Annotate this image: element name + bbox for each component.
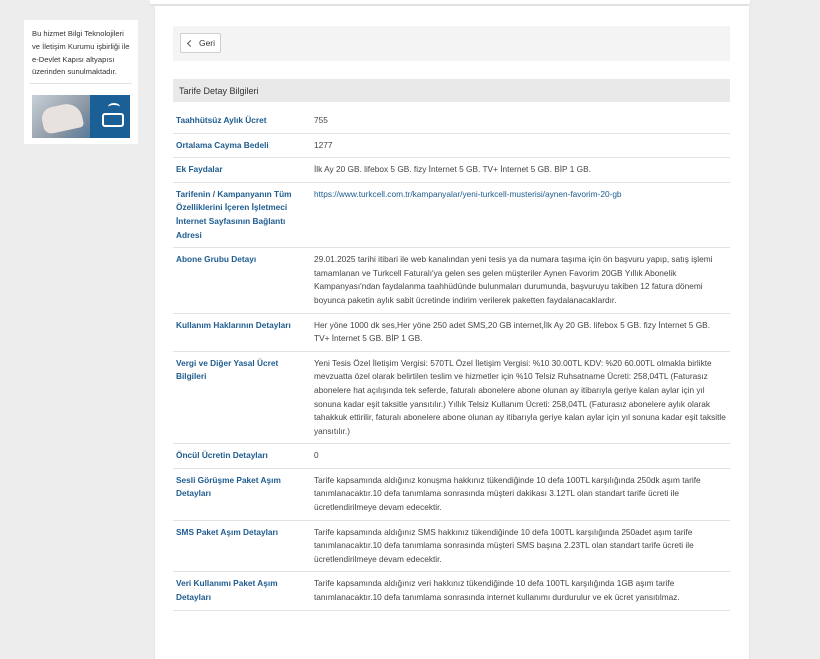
detail-label: Ortalama Cayma Bedeli [173,133,311,158]
detail-label: SMS Paket Aşım Detayları [173,520,311,572]
back-button[interactable] [180,33,221,53]
detail-value: İlk Ay 20 GB. lifebox 5 GB. fizy İnternet 5 GB. TV+ İnternet 5 GB. BİP 1 GB. [311,158,730,183]
detail-label: Abone Grubu Detayı [173,248,311,313]
chevron-left-icon [187,39,194,46]
detail-label: Veri Kullanımı Paket Aşım Detayları [173,572,311,610]
detail-row [173,444,730,469]
detail-label: Kullanım Haklarının Detayları [173,313,311,351]
sidebar [0,0,150,659]
detail-value: Tarife kapsamında aldığınız konuşma hakkınız tükendiğinde 10 defa 100TL karşılığında 250dk aşım tarife tanımlanacaktır.10 defa tanımlama sonrasında müşteri dakikası 3.12TL olan standart tarife ücreti ile ücretlendirilmeye devam edecektir. [311,468,730,520]
detail-label: Tarifenin / Kampanyanın Tüm Özelliklerini İçeren İşletmeci İnternet Sayfasının Bağlantı Adresi [173,182,311,247]
detail-value: 0 [311,444,730,469]
detail-value: 1277 [311,133,730,158]
detail-value: Her yöne 1000 dk ses,Her yöne 250 adet SMS,20 GB internet,İlk Ay 20 GB. lifebox 5 GB. fizy İnternet 5 GB. TV+ İnternet 5 GB. BİP 1 GB. [311,313,730,351]
card-icon [102,113,124,127]
detail-row [173,182,730,247]
detail-row [173,351,730,444]
detail-label: Vergi ve Diğer Yasal Ücret Bilgileri [173,351,311,444]
detail-row [173,133,730,158]
e-devlet-banner-image[interactable] [32,95,130,138]
tariff-link[interactable]: https://www.turkcell.com.tr/kampanyalar/yeni-turkcell-musterisi/aynen-favorim-20-gb [314,188,622,199]
detail-value [311,182,730,247]
detail-value: Tarife kapsamında aldığınız veri hakkınız tükendiğinde 10 defa 100TL karşılığında 1GB aşım tarife tanımlanacaktır.10 defa tanımlama sonrasında internet kullanımı durdurulur ve ek ücret yansıtılmaz. [311,572,730,610]
detail-row [173,248,730,313]
detail-row [173,313,730,351]
hand-graphic [40,101,85,135]
sidebar-info-card [24,20,138,144]
detail-value: Yeni Tesis Özel İletişim Vergisi: 570TL Özel İletişim Vergisi: %10 30.00TL KDV: %20 60.00TL olmakla birlikte mevzuatta özel olarak belirtilen teslim ve hizmetler için %10 Telsiz Ruhsatname Ücreti: 258,04TL (Faturasız abonelere hat açılışında tek seferde, faturalı abonelere abone olunan ay itibarıyla geriye kalan aylar için yıl sonuna kadar eşit taksitle yansıtılır.) Yıllık Telsiz Kullanım Ücreti: 258,04TL (Faturasız abonelere aylık olarak tahakkuk ettirilir, faturalı abonelere abone olunan ay itibarıyla geriye kalan aylar için yıl sonuna kadar eşit taksitle yansıtılır.) [311,351,730,444]
detail-row [173,468,730,520]
toolbar [173,26,730,61]
detail-label: Taahhütsüz Aylık Ücret [173,109,311,133]
sidebar-info-text: Bu hizmet Bilgi Teknolojileri ve İletişim Kurumu işbirliği ile e-Devlet Kapısı altyapısı üzerinden sunulmaktadır. [32,29,130,77]
detail-label: Öncül Ücretin Detayları [173,444,311,469]
sidebar-divider [30,83,132,84]
wireless-icon [108,103,120,111]
detail-row [173,520,730,572]
detail-row [173,158,730,183]
main-content [155,6,749,659]
section-title: Tarife Detay Bilgileri [173,79,730,102]
detail-value: 29.01.2025 tarihi itibari ile web kanalından yeni tesis ya da numara taşıma için ön başvuru yapıp, satış işlemi tamamlanan ve Turkcell Faturalı'ya gelen ses gelen müşteriler Aynen Favorim 20GB Yıllık Abonelik Kampanyası'ndan faydalanma taahhüdünde bulunmaları durumunda, başvuruyu takiben 12 fatura dönemi boyunca paketin aylık sabit ücretinde indirim verilerek paketten faydalanacaklardır. [311,248,730,313]
detail-label: Ek Faydalar [173,158,311,183]
tariff-details-table [173,109,730,611]
detail-row [173,572,730,610]
detail-value: 755 [311,109,730,133]
detail-row [173,109,730,133]
detail-label: Sesli Görüşme Paket Aşım Detayları [173,468,311,520]
back-button-label: Geri [198,38,216,48]
detail-value: Tarife kapsamında aldığınız SMS hakkınız tükendiğinde 10 defa 100TL karşılığında 250adet aşım tarife tanımlanacaktır.10 defa tanımlama sonrasında müşteri SMS başına 2.23TL olan standart tarife ücreti ile ücretlendirilmeye devam edecektir. [311,520,730,572]
